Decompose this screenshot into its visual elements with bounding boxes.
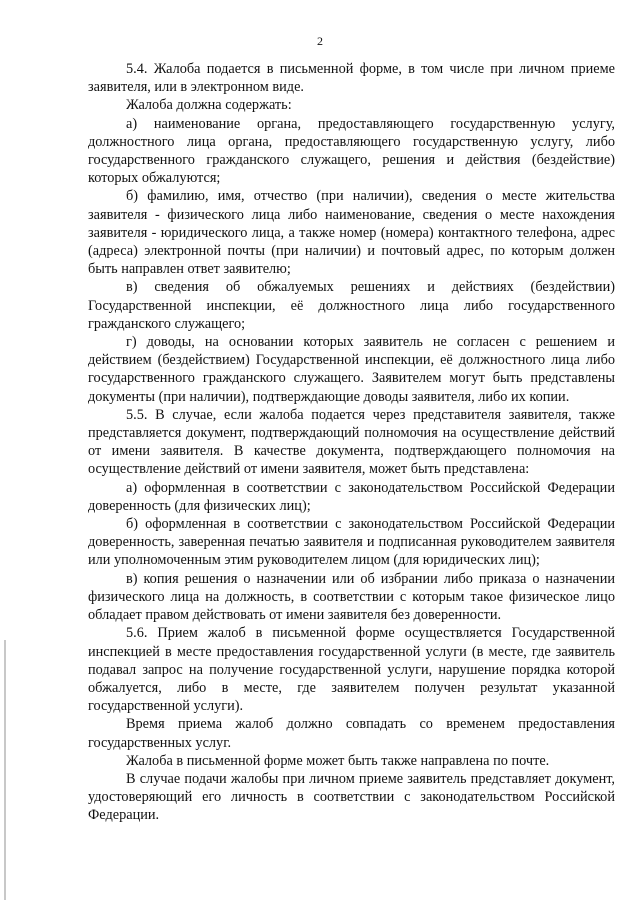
paragraph-5-5-item-b: б) оформленная в соответствии с законодательством Российской Федерации доверенность, заверенная печатью заявителя и подписанная руководителем заявителя или уполномоченным этим руководителем лицом (для юридических лиц); bbox=[88, 516, 615, 569]
paragraph-item-b: б) фамилию, имя, отчество (при наличии), сведения о месте жительства заявителя - физического лица либо наименование, сведения о месте нахождения заявителя - юридического лица, а также номер (номера) контактного телефона, адрес (адреса) электронной почты (при наличии) и почтовый адрес, по которым должен быть направлен ответ заявителю; bbox=[88, 188, 615, 278]
paragraph-5-6: 5.6. Прием жалоб в письменной форме осуществляется Государственной инспекцией в месте предоставления государственной услуги (в месте, где заявитель подавал запрос на получение государственной услуги, нарушение порядка которой обжалуется, либо в месте, где заявителем получен результат указанной государственной услуги). bbox=[88, 625, 615, 715]
page-number: 2 bbox=[317, 34, 323, 48]
paragraph-5-4: 5.4. Жалоба подается в письменной форме, в том числе при личном приеме заявителя, или в электронном виде. bbox=[88, 61, 615, 96]
paragraph-reception-time: Время приема жалоб должно совпадать со временем предоставления государственных услуг. bbox=[88, 716, 615, 751]
paragraph-item-a: а) наименование органа, предоставляющего государственную услугу, должностного лица органа, предоставляющего государственную услугу, либо государственного гражданского служащего, решения и действия (бездействие) которых обжалуются; bbox=[88, 115, 615, 187]
paragraph-5-5-item-a: а) оформленная в соответствии с законодательством Российской Федерации доверенность (для физических лиц); bbox=[88, 479, 615, 514]
paragraph-postal-submission: Жалоба в письменной форме может быть также направлена по почте. bbox=[126, 752, 550, 769]
paragraph-item-v: в) сведения об обжалуемых решениях и действиях (бездействии) Государственной инспекции, её должностного лица либо государственного гражданского служащего; bbox=[88, 279, 615, 332]
paragraph-complaint-contents-intro: Жалоба должна содержать: bbox=[126, 97, 292, 114]
paragraph-item-g: г) доводы, на основании которых заявитель не согласен с решением и действием (бездействием) Государственной инспекции, её должностного лица либо государственного гражданского служащего. Заявителем могут быть представлены документы (при наличии), подтверждающие доводы заявителя, либо их копии. bbox=[88, 334, 615, 405]
scan-edge-mark bbox=[4, 640, 6, 900]
paragraph-5-5: 5.5. В случае, если жалоба подается через представителя заявителя, также представляется документ, подтверждающий полномочия на осуществление действий от имени заявителя. В качестве документа, подтверждающего полномочия на осуществление действий от имени заявителя, может быть представлена: bbox=[88, 406, 615, 478]
paragraph-5-5-item-v: в) копия решения о назначении или об избрании либо приказа о назначении физического лица на должность, в соответствии с которым такое физическое лицо обладает правом действовать от имени заявителя без доверенности. bbox=[88, 570, 615, 624]
paragraph-identity-document: В случае подачи жалобы при личном приеме заявитель представляет документ, удостоверяющий его личность в соответствии с законодательством Российской Федерации. bbox=[88, 770, 615, 824]
document-body bbox=[88, 60, 615, 825]
